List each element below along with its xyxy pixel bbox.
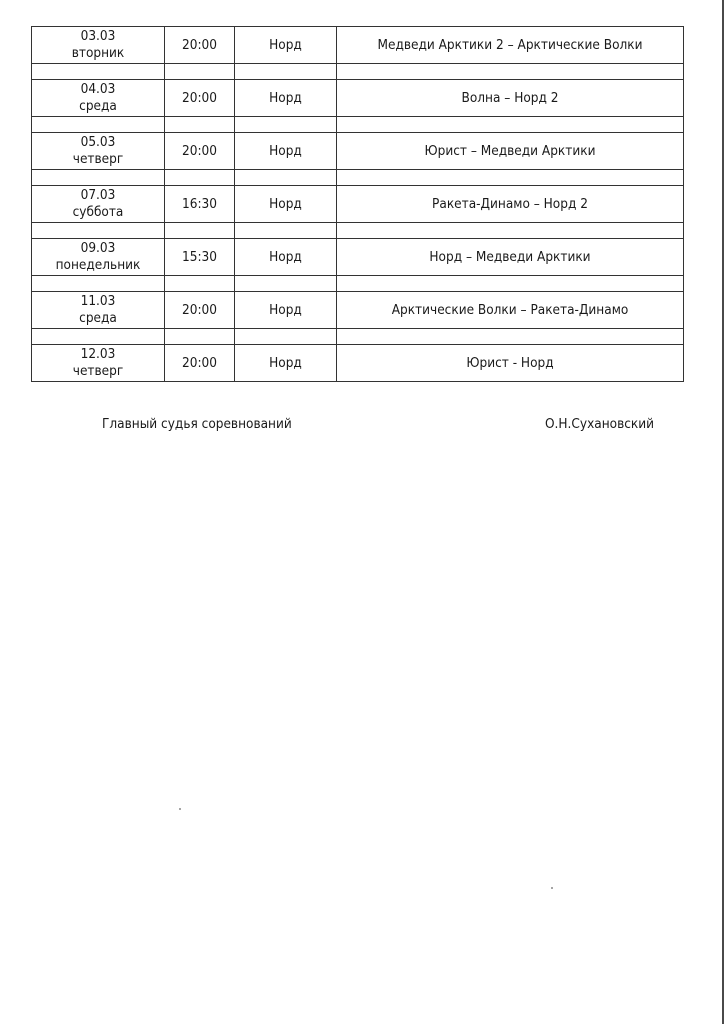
table-row (32, 80, 684, 117)
game-weekday: четверг (72, 363, 124, 379)
game-date: 12.03 (80, 346, 116, 362)
schedule-table (31, 26, 684, 382)
spacer-row (32, 117, 684, 133)
time-cell: 20:00 (165, 292, 235, 329)
table-row (32, 186, 684, 223)
time-cell: 20:00 (165, 27, 235, 64)
venue-cell: Норд (235, 27, 337, 64)
match-cell: Юрист - Норд (337, 345, 684, 382)
spacer-row (32, 276, 684, 292)
signature-block (0, 416, 724, 436)
game-date: 09.03 (80, 240, 116, 256)
match-cell: Медведи Арктики 2 – Арктические Волки (337, 27, 684, 64)
chief-referee-title: Главный судья соревнований (102, 416, 292, 432)
time-cell: 20:00 (165, 133, 235, 170)
date-cell (32, 239, 165, 276)
match-cell: Ракета-Динамо – Норд 2 (337, 186, 684, 223)
spacer-row (32, 170, 684, 186)
date-cell (32, 27, 165, 64)
table-row (32, 27, 684, 64)
venue-cell: Норд (235, 239, 337, 276)
scan-speck (179, 808, 181, 810)
game-weekday: вторник (71, 45, 125, 61)
spacer-row (32, 329, 684, 345)
game-date: 07.03 (80, 187, 116, 203)
scan-speck (551, 887, 553, 889)
match-cell: Норд – Медведи Арктики (337, 239, 684, 276)
venue-cell: Норд (235, 80, 337, 117)
game-date: 03.03 (80, 28, 116, 44)
spacer-row (32, 223, 684, 239)
chief-referee-name: О.Н.Сухановский (545, 416, 655, 432)
date-cell (32, 133, 165, 170)
table-row (32, 292, 684, 329)
table-row (32, 133, 684, 170)
game-date: 04.03 (80, 81, 116, 97)
spacer-row (32, 64, 684, 80)
date-cell (32, 292, 165, 329)
game-weekday: суббота (72, 204, 124, 220)
match-cell: Арктические Волки – Ракета-Динамо (337, 292, 684, 329)
date-cell (32, 345, 165, 382)
time-cell: 20:00 (165, 80, 235, 117)
date-cell (32, 80, 165, 117)
table-row (32, 239, 684, 276)
venue-cell: Норд (235, 133, 337, 170)
time-cell: 20:00 (165, 345, 235, 382)
match-cell: Волна – Норд 2 (337, 80, 684, 117)
game-weekday: понедельник (55, 257, 141, 273)
venue-cell: Норд (235, 292, 337, 329)
time-cell: 15:30 (165, 239, 235, 276)
date-cell (32, 186, 165, 223)
venue-cell: Норд (235, 345, 337, 382)
table-row (32, 345, 684, 382)
venue-cell: Норд (235, 186, 337, 223)
match-cell: Юрист – Медведи Арктики (337, 133, 684, 170)
game-weekday: среда (79, 98, 117, 114)
time-cell: 16:30 (165, 186, 235, 223)
game-date: 11.03 (80, 293, 116, 309)
game-date: 05.03 (80, 134, 116, 150)
game-weekday: четверг (72, 151, 124, 167)
game-weekday: среда (79, 310, 117, 326)
